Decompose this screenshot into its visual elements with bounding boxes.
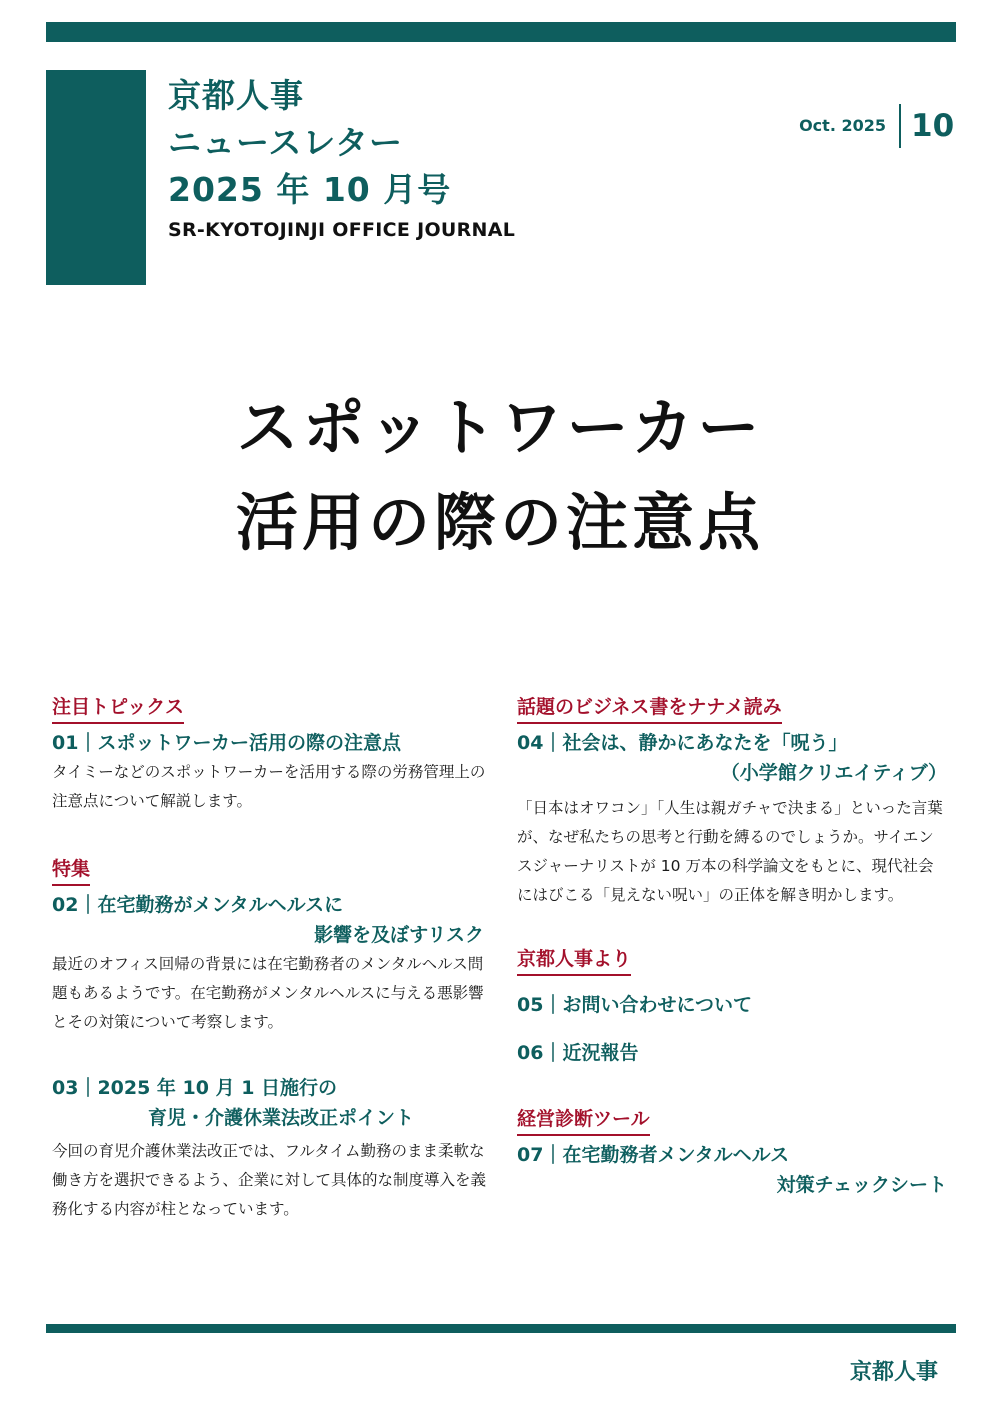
section-diagnostic-tool [517,1104,947,1200]
article-title-07-line1[interactable]: 07｜在宅勤務者メンタルヘルス [517,1144,790,1166]
article-summary-01: タイミーなどのスポットワーカーを活用する際の労務管理上の注意点について解説します。 [52,763,486,810]
left-column [52,692,492,1224]
main-title-line1: スポットワーカー [236,391,764,464]
section-heading: 注目トピックス [52,692,184,724]
masthead-title-line3: 2025 年 10 月号 [168,170,452,209]
masthead-title-line2: ニュースレター [168,123,404,162]
right-column [517,692,947,1200]
section-featured-topics [52,692,492,816]
article-title-05[interactable]: 05｜お問い合わせについて [517,994,753,1016]
article-title-07-line2[interactable]: 対策チェックシート [776,1174,947,1196]
article-summary-03: 今回の育児介護休業法改正では、フルタイム勤務のまま柔軟な働き方を選択できるよう、企業に対して具体的な制度導入を義務化する内容が柱となっています。 [52,1142,487,1218]
section-heading: 経営診断ツール [517,1104,650,1136]
article-summary-02: 最近のオフィス回帰の背景には在宅勤務者のメンタルヘルス問題もあるようです。在宅勤務がメンタルヘルスに与える悪影響とその対策について考察します。 [52,955,484,1031]
main-title-line2: 活用の際の注意点 [235,486,764,559]
article-title-03-line1[interactable]: 03｜2025 年 10 月 1 日施行の [52,1077,338,1099]
article-title-02-line1[interactable]: 02｜在宅勤務がメンタルヘルスに [52,894,344,916]
article-title-06[interactable]: 06｜近況報告 [517,1042,639,1064]
issue-number: 10 [911,108,955,144]
article-title-01[interactable]: 01｜スポットワーカー活用の際の注意点 [52,732,402,754]
section-from-office [517,944,947,1068]
footer-publisher-name: 京都人事 [849,1360,938,1385]
issue-divider [899,104,901,148]
section-business-books [517,692,947,910]
article-title-03-line2[interactable]: 育児・介護休業法改正ポイント [148,1107,415,1129]
section-special-feature [52,854,492,1224]
bottom-accent-bar [46,1324,956,1333]
main-title [0,380,1000,570]
masthead-title-line1: 京都人事 [168,76,304,115]
article-title-04-line1[interactable]: 04｜社会は、静かにあなたを「呪う」 [517,732,848,754]
article-title-02-line2[interactable]: 影響を及ぼすリスク [314,924,484,946]
section-heading: 京都人事より [517,944,631,976]
article-summary-04: 「日本はオワコン」「人生は親ガチャで決まる」といった言葉が、なぜ私たちの思考と行動を縛るのでしょうか。サイエンスジャーナリストが 10 万本の科学論文をもとに、現代社会にはびこる「見えない呪い」の正体を解き明かします。 [517,799,943,904]
article-title-04-line2[interactable]: （小学館クリエイティブ） [720,762,947,784]
masthead-subtitle: SR-KYOTOJINJI OFFICE JOURNAL [168,219,516,241]
section-heading: 話題のビジネス書をナナメ読み [517,692,782,724]
issue-date: Oct. 2025 [799,116,886,135]
section-heading: 特集 [52,854,90,886]
top-accent-bar [46,22,956,42]
masthead [168,72,515,241]
masthead-color-block [46,70,146,285]
